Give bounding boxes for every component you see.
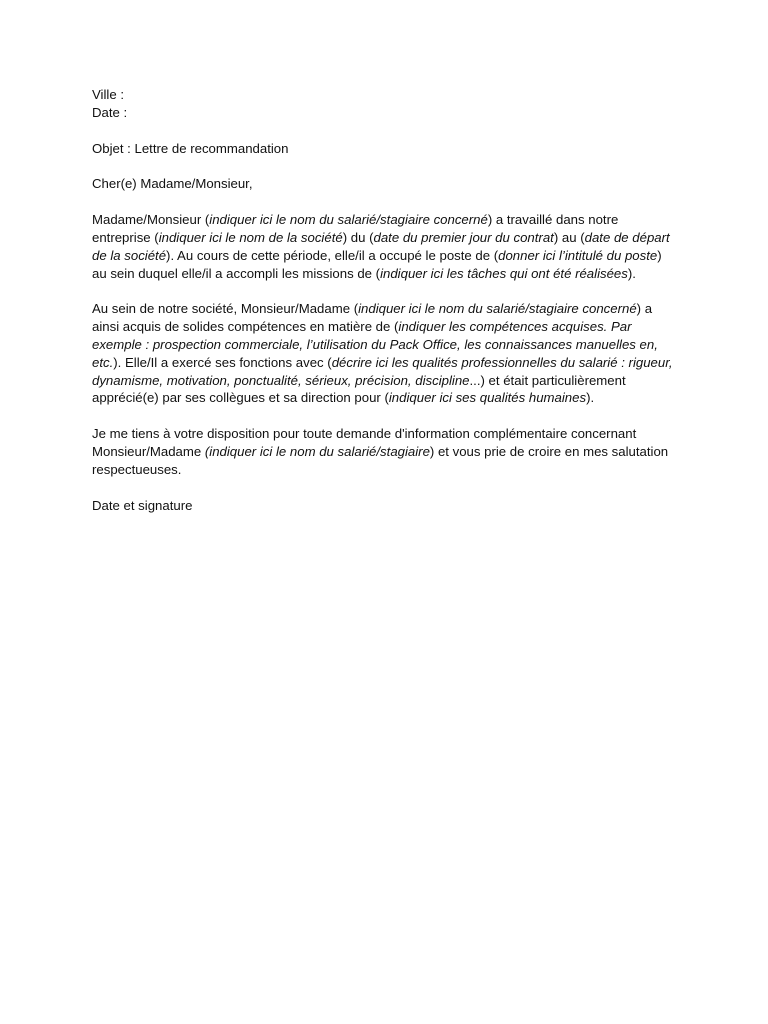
- placeholder-text: date du premier jour du contrat: [373, 229, 554, 245]
- body-text: ) a travaillé dans notre entreprise (: [92, 212, 619, 245]
- body-text: ).: [627, 265, 636, 281]
- body-text: ) au (: [553, 229, 585, 245]
- spacer: [92, 479, 676, 497]
- placeholder-text: indiquer ici ses qualités humaines: [388, 390, 587, 406]
- city-line: Ville :: [92, 87, 125, 102]
- body-text: Au sein de notre société, Monsieur/Madame (: [92, 301, 359, 317]
- spacer: [92, 122, 676, 140]
- body-text: ) du (: [342, 229, 374, 245]
- placeholder-text: donner ici l’intitulé du poste: [498, 247, 658, 263]
- body-text: Je me tiens à votre disposition pour toute demande d'information complémentaire concernant Monsieur/Madame: [92, 426, 637, 459]
- placeholder-text: (indiquer ici le nom du salarié/stagiaire: [204, 443, 430, 459]
- body-text: ) a ainsi acquis de solides compétences en matière de (: [92, 301, 653, 335]
- date-line: Date :: [92, 104, 128, 120]
- placeholder-text: indiquer ici les tâches qui ont été réalisées: [380, 265, 628, 281]
- body-text: ). Au cours de cette période, elle/il a occupé le poste de (: [166, 247, 499, 263]
- spacer: [92, 157, 676, 175]
- placeholder-text: décrire ici les qualités professionnelles du salarié : rigueur, dynamisme, motivation, ponctualité, sérieux, précision, discipline: [92, 354, 673, 388]
- subject-line: Objet : Lettre de recommandation: [92, 140, 289, 156]
- placeholder-text: indiquer ici le nom du salarié/stagiaire concerné: [358, 301, 637, 317]
- spacer: [92, 193, 676, 211]
- paragraph-3: [92, 425, 676, 478]
- placeholder-text: indiquer ici le nom de la société: [158, 229, 343, 245]
- body-text: ).: [586, 390, 595, 406]
- salutation: Cher(e) Madame/Monsieur,: [92, 176, 253, 192]
- body-text: ) et vous prie de croire en mes salutation respectueuses.: [92, 443, 669, 477]
- paragraph-1: [92, 211, 676, 282]
- body-text: ). Elle/Il a exercé ses fonctions avec (: [113, 354, 332, 370]
- body-text: ...) et était particulièrement apprécié(e) par ses collègues et sa direction pour (: [92, 372, 626, 406]
- placeholder-text: indiquer les compétences acquises. Par exemple : prospection commerciale, l’utilisation du Pack Office, les connaissances manuelles en, etc.: [92, 319, 658, 370]
- spacer: [92, 407, 676, 425]
- spacer: [92, 282, 676, 300]
- paragraph-2: [92, 300, 676, 407]
- placeholder-text: indiquer ici le nom du salarié/stagiaire concerné: [209, 212, 488, 228]
- signature-line: Date et signature: [92, 497, 193, 513]
- placeholder-text: date de départ de la société: [92, 229, 670, 263]
- body-text: Madame/Monsieur (: [92, 212, 210, 228]
- body-text: ) au sein duquel elle/il a accompli les missions de (: [92, 247, 662, 281]
